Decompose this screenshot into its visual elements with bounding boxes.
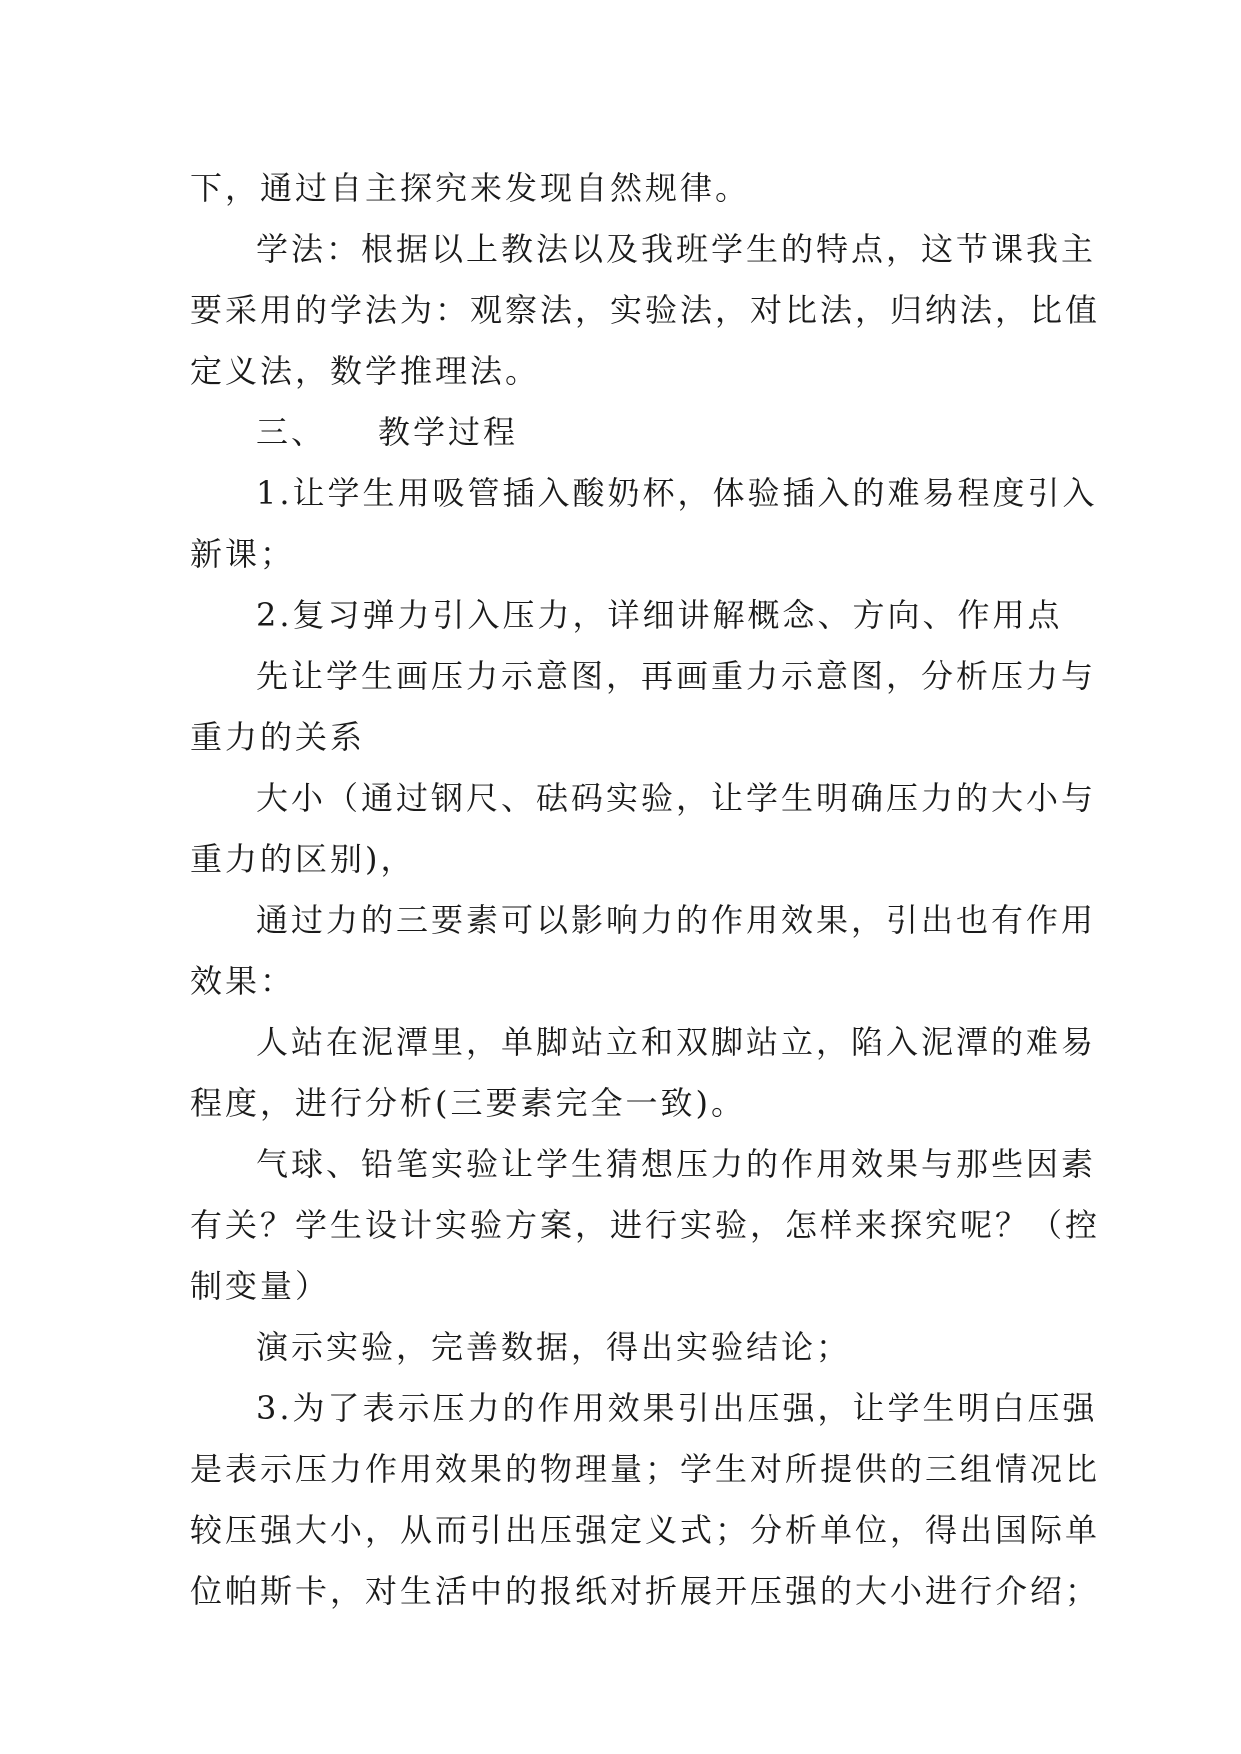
line: 学法：根据以上教法以及我班学生的特点，这节课我主 — [256, 230, 1097, 268]
line: 3.为了表示压力的作用效果引出压强，让学生明白压强 — [256, 1389, 1098, 1427]
line: 大小（通过钢尺、砝码实验，让学生明确压力的大小与 — [256, 779, 1097, 817]
paragraph-step-3 — [190, 1378, 1101, 1622]
line: 新课； — [190, 535, 296, 573]
section-heading — [190, 402, 1070, 463]
line: 重力的区别)， — [190, 840, 416, 878]
line: 较压强大小，从而引出压强定义式；分析单位，得出国际单 — [190, 1511, 1101, 1549]
line: 效果： — [190, 962, 296, 1000]
line: 1.让学生用吸管插入酸奶杯，体验插入的难易程度引入 — [256, 474, 1098, 512]
line: 位帕斯卡，对生活中的报纸对折展开压强的大小进行介绍； — [190, 1572, 1101, 1610]
line: 人站在泥潭里，单脚站立和双脚站立，陷入泥潭的难易 — [256, 1023, 1097, 1061]
section-number: 三、 — [256, 413, 327, 451]
paragraph-effect — [190, 890, 1097, 1012]
paragraph-step-1 — [190, 463, 1098, 585]
line: 是表示压力作用效果的物理量；学生对所提供的三组情况比 — [190, 1450, 1101, 1488]
paragraph-balloon-experiment — [190, 1134, 1101, 1317]
line: 气球、铅笔实验让学生猜想压力的作用效果与那些因素 — [256, 1145, 1097, 1183]
line: 通过力的三要素可以影响力的作用效果，引出也有作用 — [256, 901, 1097, 939]
paragraph-direction — [190, 646, 1097, 768]
line: 定义法，数学推理法。 — [190, 352, 541, 390]
line: 重力的关系 — [190, 718, 366, 756]
line: 有关？学生设计实验方案，进行实验，怎样来探究呢？（控 — [190, 1206, 1101, 1244]
document-body — [190, 158, 1101, 1622]
line: 演示实验，完善数据，得出实验结论； — [256, 1328, 852, 1366]
line: 2.复习弹力引入压力，详细讲解概念、方向、作用点 — [256, 596, 1063, 634]
line: 程度，进行分析(三要素完全一致)。 — [190, 1084, 746, 1122]
paragraph-step-2 — [190, 585, 1070, 646]
paragraph-learning-method — [190, 219, 1101, 402]
paragraph-magnitude — [190, 768, 1097, 890]
line: 下，通过自主探究来发现自然规律。 — [190, 169, 751, 207]
line: 制变量） — [190, 1267, 331, 1305]
paragraph-continuation — [190, 158, 1070, 219]
line: 先让学生画压力示意图，再画重力示意图，分析压力与 — [256, 657, 1097, 695]
section-title: 教学过程 — [378, 413, 519, 451]
line: 要采用的学法为：观察法，实验法，对比法，归纳法，比值 — [190, 291, 1101, 329]
paragraph-demonstration — [190, 1317, 1070, 1378]
paragraph-mud-example — [190, 1012, 1097, 1134]
